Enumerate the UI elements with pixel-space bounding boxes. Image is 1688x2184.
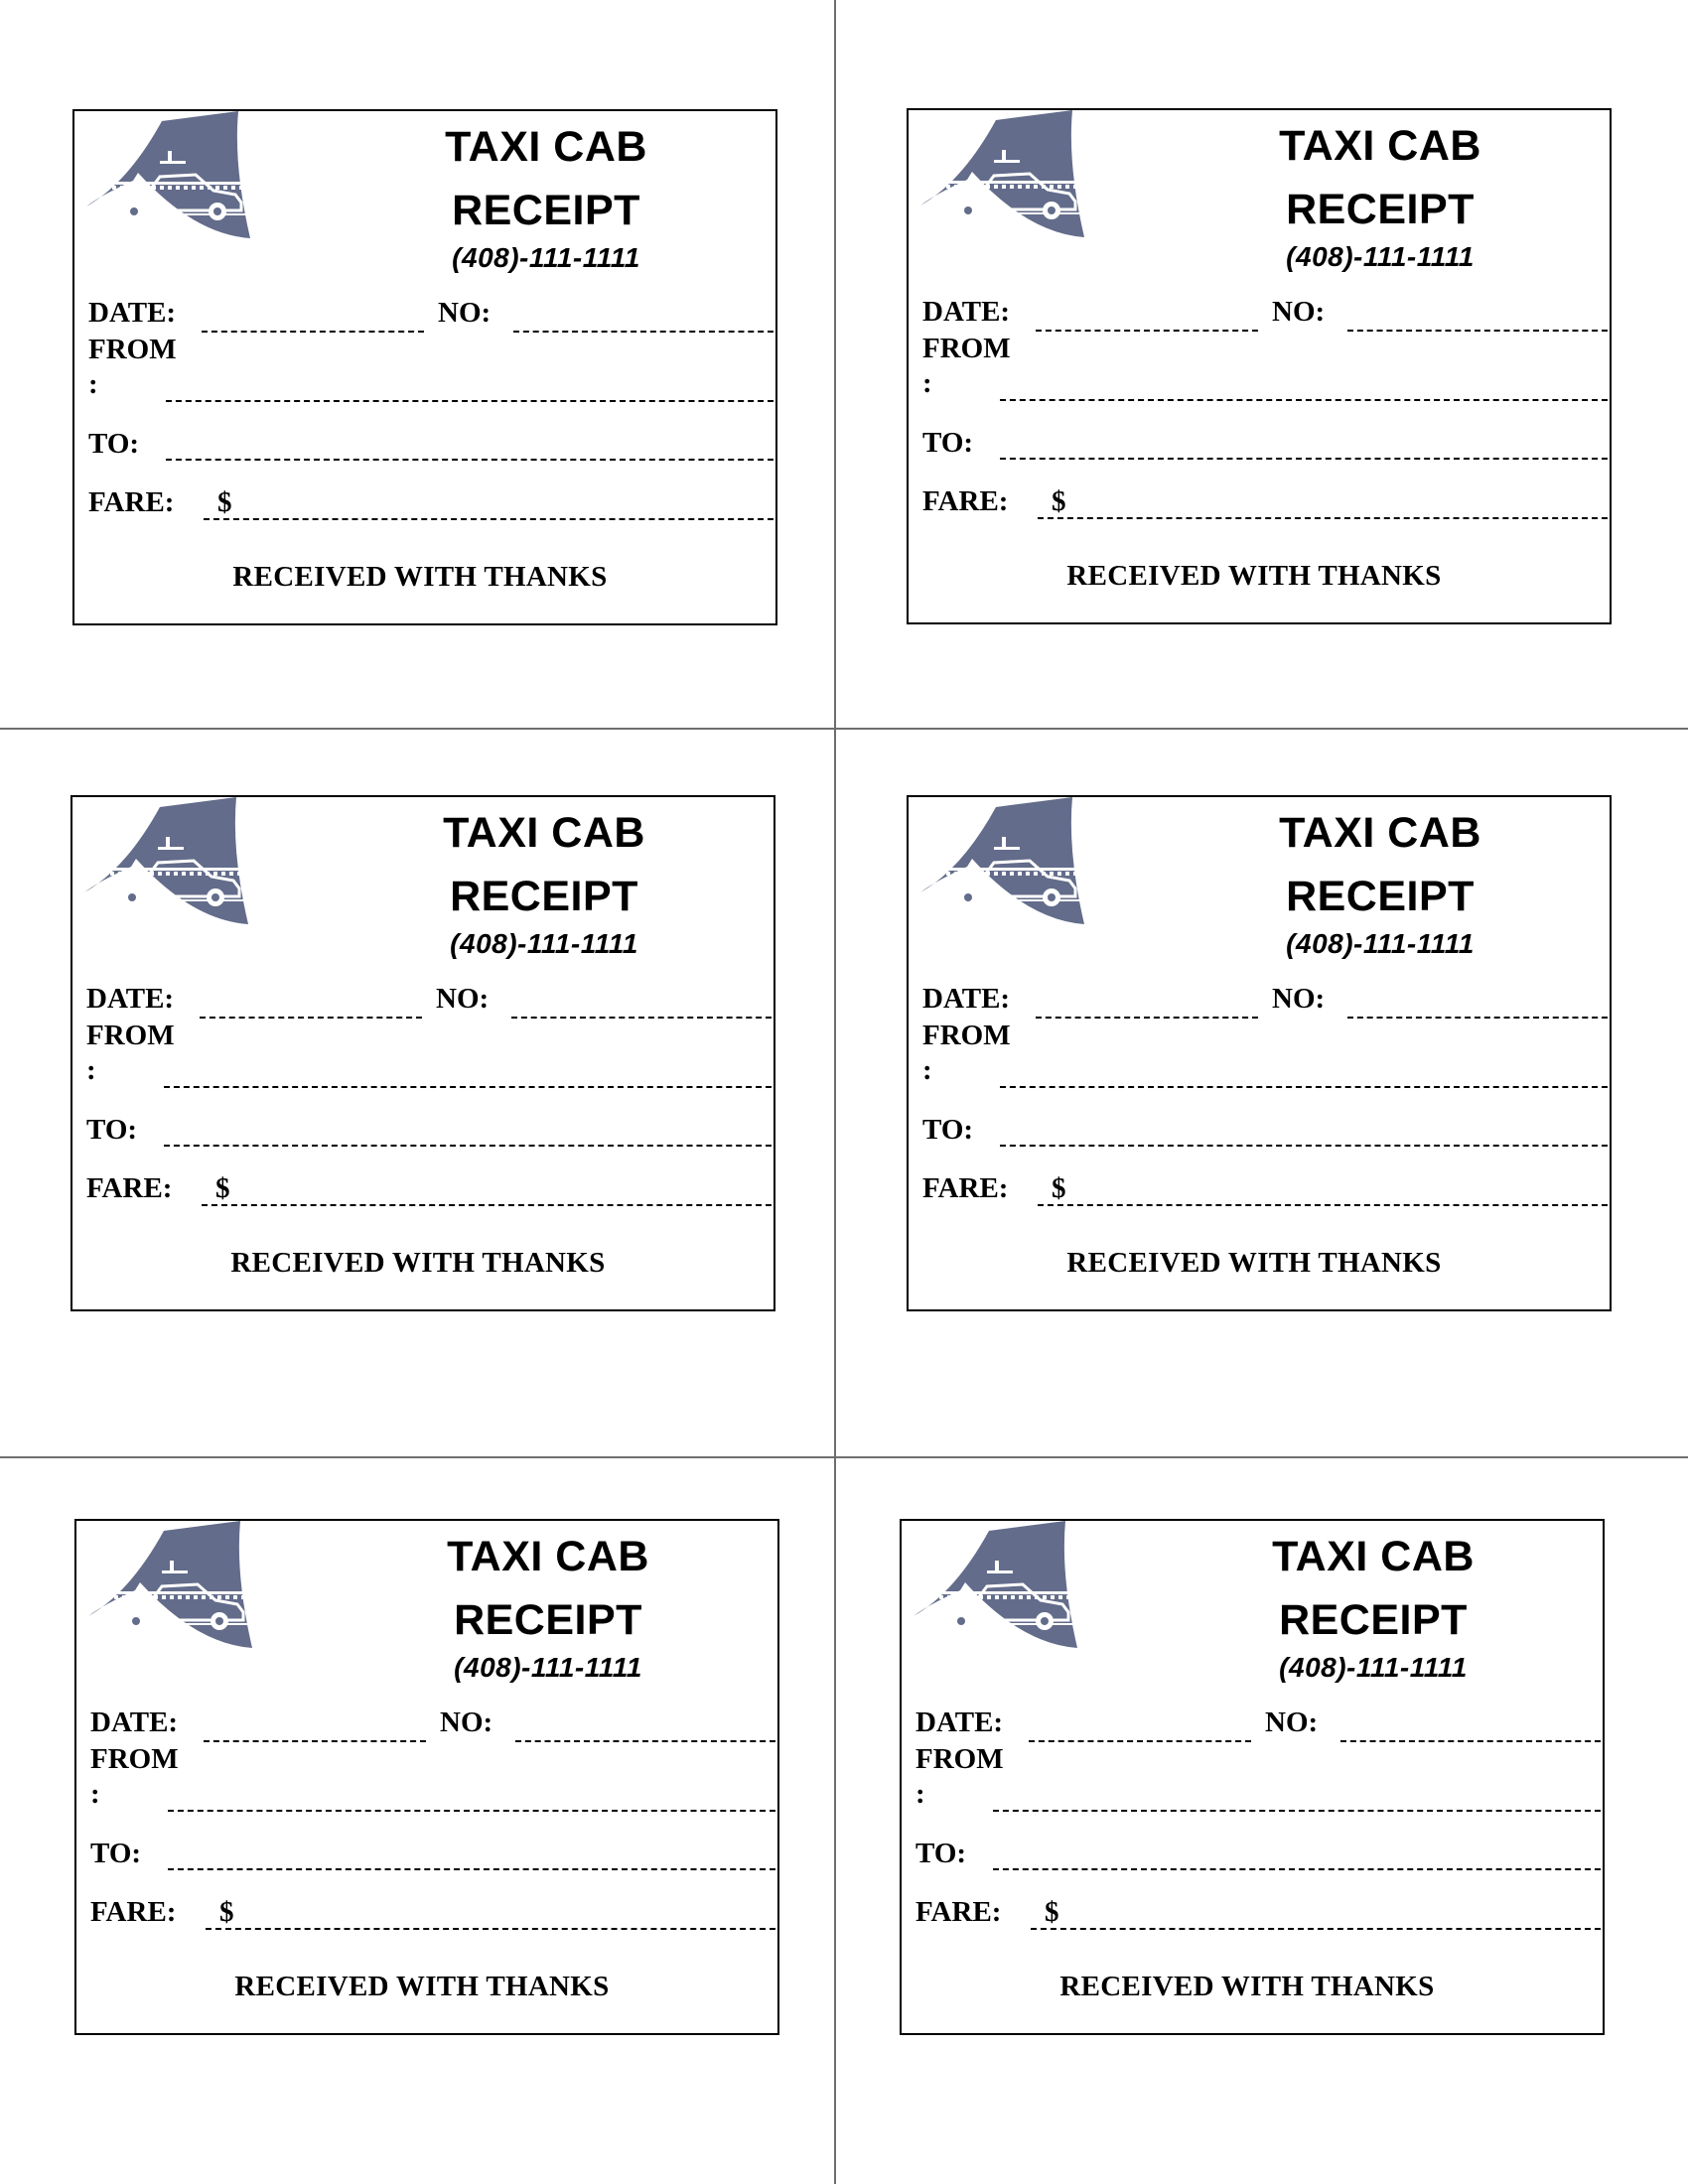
from-colon: : <box>88 368 98 400</box>
date-field-line[interactable] <box>1036 1017 1258 1019</box>
fare-label: FARE: <box>922 1172 1009 1204</box>
from-label: FROM <box>922 333 1011 364</box>
taxi-receipt-card <box>74 1519 779 2035</box>
receipt-title <box>430 801 658 928</box>
no-label: NO: <box>440 1706 493 1738</box>
number-field-line[interactable] <box>513 331 774 333</box>
number-field-line[interactable] <box>511 1017 772 1019</box>
date-field-line[interactable] <box>1029 1740 1251 1742</box>
currency-symbol: $ <box>219 1896 234 1928</box>
number-field-line[interactable] <box>515 1740 775 1742</box>
currency-symbol: $ <box>217 486 232 518</box>
to-field-line[interactable] <box>1000 1145 1608 1147</box>
phone-number: (408)-111-1111 <box>1286 928 1475 959</box>
phone-number: (408)-111-1111 <box>1286 241 1475 272</box>
no-label: NO: <box>1265 1706 1319 1738</box>
date-label: DATE: <box>86 983 175 1015</box>
title-line-taxi-cab: TAXI CAB <box>443 809 645 857</box>
phone-number: (408)-111-1111 <box>454 1652 642 1683</box>
to-label: TO: <box>86 1114 138 1146</box>
fare-field-line[interactable] <box>1038 1204 1608 1206</box>
to-field-line[interactable] <box>993 1868 1601 1870</box>
received-with-thanks: RECEIVED WITH THANKS <box>232 561 608 593</box>
fare-label: FARE: <box>90 1896 177 1928</box>
taxi-receipt-card <box>907 795 1612 1311</box>
date-label: DATE: <box>915 1706 1004 1738</box>
taxi-car-icon <box>86 111 265 240</box>
fare-field-line[interactable] <box>204 518 774 520</box>
title-line-taxi-cab: TAXI CAB <box>445 123 647 171</box>
from-field-line[interactable] <box>168 1810 775 1812</box>
title-line-receipt: RECEIPT <box>1286 186 1475 233</box>
receipt-title <box>434 1525 662 1652</box>
no-label: NO: <box>1272 296 1326 328</box>
from-label: FROM <box>86 1020 175 1051</box>
from-field-line[interactable] <box>1000 1086 1608 1088</box>
title-line-taxi-cab: TAXI CAB <box>1279 809 1481 857</box>
from-colon: : <box>86 1054 96 1086</box>
from-label: FROM <box>90 1743 179 1775</box>
received-with-thanks: RECEIVED WITH THANKS <box>1066 1247 1442 1279</box>
date-field-line[interactable] <box>200 1017 422 1019</box>
date-field-line[interactable] <box>1036 330 1258 332</box>
no-label: NO: <box>436 983 490 1015</box>
received-with-thanks: RECEIVED WITH THANKS <box>230 1247 606 1279</box>
fare-field-line[interactable] <box>202 1204 772 1206</box>
title-line-receipt: RECEIPT <box>450 873 638 920</box>
taxi-receipt-card <box>900 1519 1605 2035</box>
horizontal-cut-line <box>0 728 1688 730</box>
to-field-line[interactable] <box>168 1868 775 1870</box>
to-label: TO: <box>922 1114 974 1146</box>
from-label: FROM <box>915 1743 1004 1775</box>
phone-number: (408)-111-1111 <box>1279 1652 1468 1683</box>
to-field-line[interactable] <box>1000 458 1608 460</box>
taxi-car-icon <box>914 1521 1092 1650</box>
from-field-line[interactable] <box>166 400 774 402</box>
currency-symbol: $ <box>1052 485 1066 517</box>
phone-number: (408)-111-1111 <box>452 242 640 273</box>
title-line-receipt: RECEIPT <box>452 187 640 234</box>
taxi-car-icon <box>88 1521 267 1650</box>
to-field-line[interactable] <box>164 1145 772 1147</box>
date-field-line[interactable] <box>204 1740 426 1742</box>
currency-symbol: $ <box>215 1172 230 1204</box>
date-label: DATE: <box>90 1706 179 1738</box>
from-field-line[interactable] <box>1000 399 1608 401</box>
receipt-title <box>1259 1525 1487 1652</box>
taxi-car-icon <box>920 797 1099 926</box>
title-line-taxi-cab: TAXI CAB <box>447 1533 649 1580</box>
no-label: NO: <box>1272 983 1326 1015</box>
fare-label: FARE: <box>922 485 1009 517</box>
received-with-thanks: RECEIVED WITH THANKS <box>1066 560 1442 592</box>
title-line-receipt: RECEIPT <box>1286 873 1475 920</box>
currency-symbol: $ <box>1052 1172 1066 1204</box>
date-field-line[interactable] <box>202 331 424 333</box>
from-colon: : <box>90 1778 100 1810</box>
no-label: NO: <box>438 297 492 329</box>
taxi-receipt-card <box>70 795 775 1311</box>
taxi-receipt-card <box>907 108 1612 624</box>
receipt-title <box>1266 801 1494 928</box>
number-field-line[interactable] <box>1347 1017 1608 1019</box>
date-label: DATE: <box>88 297 177 329</box>
received-with-thanks: RECEIVED WITH THANKS <box>234 1971 610 2002</box>
from-colon: : <box>915 1778 925 1810</box>
horizontal-cut-line <box>0 1456 1688 1458</box>
fare-field-line[interactable] <box>1038 517 1608 519</box>
taxi-receipt-card <box>72 109 777 625</box>
date-label: DATE: <box>922 296 1011 328</box>
from-colon: : <box>922 1054 932 1086</box>
received-with-thanks: RECEIVED WITH THANKS <box>1059 1971 1435 2002</box>
from-colon: : <box>922 367 932 399</box>
fare-field-line[interactable] <box>1031 1928 1601 1930</box>
vertical-cut-line <box>834 0 836 2184</box>
title-line-receipt: RECEIPT <box>1279 1596 1468 1644</box>
fare-label: FARE: <box>915 1896 1002 1928</box>
to-label: TO: <box>915 1838 967 1869</box>
currency-symbol: $ <box>1045 1896 1059 1928</box>
taxi-car-icon <box>920 110 1099 239</box>
from-label: FROM <box>922 1020 1011 1051</box>
title-line-receipt: RECEIPT <box>454 1596 642 1644</box>
fare-field-line[interactable] <box>206 1928 775 1930</box>
fare-label: FARE: <box>88 486 175 518</box>
title-line-taxi-cab: TAXI CAB <box>1279 122 1481 170</box>
from-label: FROM <box>88 334 177 365</box>
to-label: TO: <box>90 1838 142 1869</box>
taxi-car-icon <box>84 797 263 926</box>
from-field-line[interactable] <box>164 1086 772 1088</box>
to-label: TO: <box>922 427 974 459</box>
fare-label: FARE: <box>86 1172 173 1204</box>
date-label: DATE: <box>922 983 1011 1015</box>
phone-number: (408)-111-1111 <box>450 928 638 959</box>
title-line-taxi-cab: TAXI CAB <box>1272 1533 1475 1580</box>
receipt-title <box>432 115 660 242</box>
from-field-line[interactable] <box>993 1810 1601 1812</box>
receipt-title <box>1266 114 1494 241</box>
number-field-line[interactable] <box>1340 1740 1601 1742</box>
to-field-line[interactable] <box>166 459 774 461</box>
number-field-line[interactable] <box>1347 330 1608 332</box>
to-label: TO: <box>88 428 140 460</box>
